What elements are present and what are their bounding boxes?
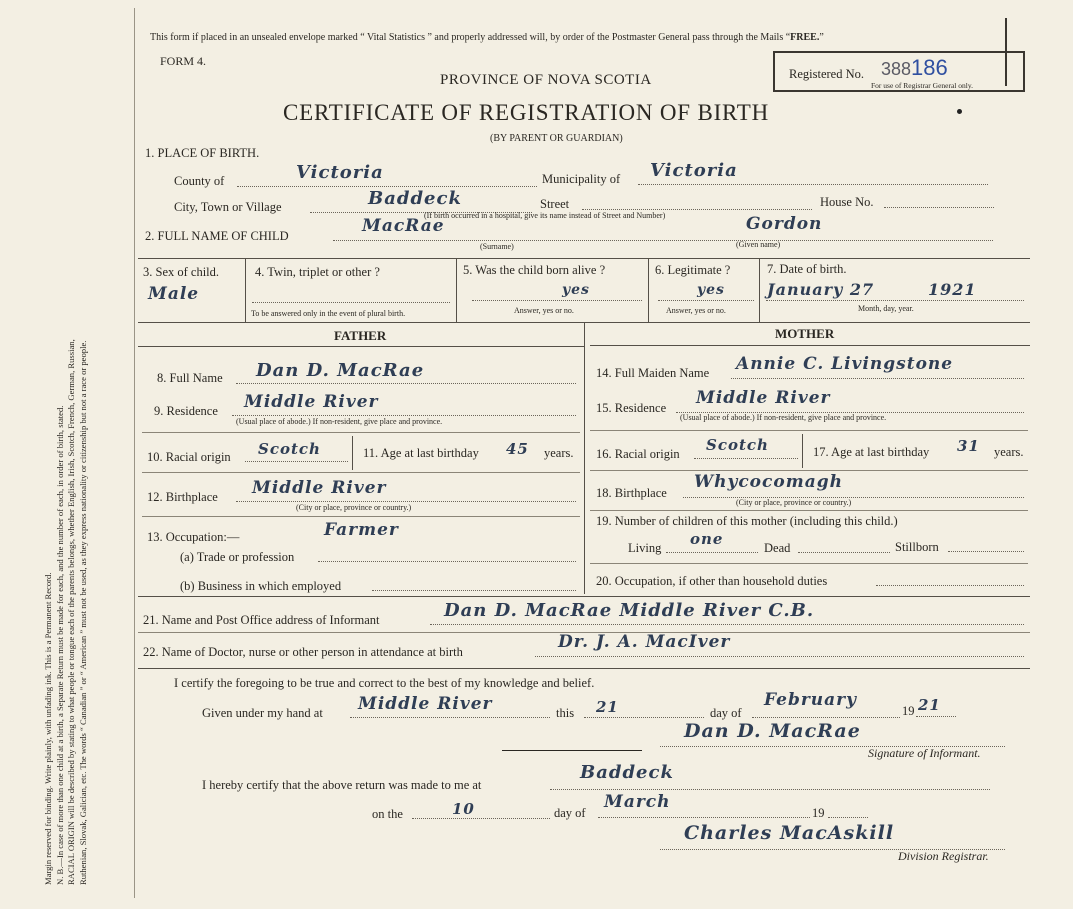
given-month-line (752, 717, 900, 718)
legitimate-value: yes (697, 282, 725, 298)
mother-racial-line (694, 458, 798, 459)
father-racial-label: 10. Racial origin (147, 450, 231, 464)
given-this-label: this (556, 706, 575, 720)
mother-birthplace-label: 18. Birthplace (596, 486, 667, 500)
county-value: Victoria (296, 162, 384, 183)
mother-maiden-line (731, 378, 1024, 379)
street-line (582, 209, 812, 210)
mother-rule-3 (590, 510, 1028, 511)
margin-strip (0, 0, 132, 909)
father-rule-3 (142, 516, 580, 517)
return-place-line (550, 789, 990, 790)
registrar-note: For use of Registrar General only. (871, 81, 973, 90)
father-residence-line (232, 415, 576, 416)
return-day-line (412, 818, 550, 819)
doctor-rule (138, 668, 1030, 669)
margin-note-racial-origin-cont: Ruthenian, Slovak, Galician, etc. The words “ Canadian ” or “ American ” must not be used, as they express nationality or citizenship but not a race or people. (77, 340, 88, 885)
father-birthplace-line (236, 501, 576, 502)
mother-stillborn-line (948, 551, 1024, 552)
father-business-label: (b) Business in which employed (180, 579, 342, 593)
return-statement: I hereby certify that the above return was made to me at (202, 778, 482, 792)
dob-year-value: 1921 (928, 280, 977, 299)
postal-notice-free: FREE. (790, 32, 820, 43)
registered-number-suffix: 186 (911, 55, 948, 80)
mother-age-unit: years. (994, 445, 1024, 459)
mother-residence-note: (Usual place of abode.) If non-resident, give place and province. (680, 413, 887, 422)
alive-note: Answer, yes or no. (514, 306, 574, 315)
return-year-prefix: 19 (812, 806, 825, 820)
return-place-value: Baddeck (580, 762, 674, 783)
given-place-line (350, 717, 550, 718)
mother-living-line (666, 552, 758, 553)
mother-rule-2 (590, 470, 1028, 471)
return-on-the-label: on the (372, 807, 403, 821)
given-year-prefix: 19 (902, 704, 915, 718)
father-residence-note: (Usual place of abode.) If non-resident, give place and province. (236, 417, 443, 426)
return-day-of-label: day of (554, 806, 586, 820)
dob-label: 7. Date of birth. (767, 262, 847, 276)
father-residence-value: Middle River (244, 392, 379, 412)
father-trade-line (318, 561, 576, 562)
mother-birthplace-value: Whycocomagh (694, 472, 843, 492)
father-name-line (236, 383, 576, 384)
father-racial-value: Scotch (258, 440, 321, 458)
separator-rule (502, 750, 642, 751)
place-section-label: 1. PLACE OF BIRTH. (145, 146, 260, 160)
twin-note: To be answered only in the event of plural birth. (251, 309, 406, 318)
doctor-value: Dr. J. A. MacIver (558, 632, 731, 652)
father-birthplace-note: (City or place, province or country.) (296, 503, 412, 512)
father-residence-label: 9. Residence (154, 404, 218, 418)
given-month-value: February (764, 690, 858, 710)
father-rule-1 (142, 432, 580, 433)
legitimate-line (658, 300, 754, 301)
postal-notice-text: This form if placed in an unsealed envelope marked “ Vital Statistics ” and properly addressed will, by order of the Postmaster General pass through the Mails “ (150, 32, 791, 43)
mother-dead-line (798, 552, 890, 553)
father-header: FATHER (334, 328, 387, 343)
father-age-value: 45 (506, 440, 529, 458)
dob-note: Month, day, year. (858, 304, 914, 313)
certificate-title: CERTIFICATE OF REGISTRATION OF BIRTH (283, 100, 770, 125)
given-year-line (916, 716, 956, 717)
return-year-line (828, 817, 868, 818)
father-racial-divider (352, 436, 353, 470)
county-line (237, 186, 537, 187)
dob-line (766, 300, 1024, 301)
registered-number (881, 55, 948, 81)
registered-label: Registered No. (789, 67, 864, 81)
street-label: Street (540, 197, 570, 211)
father-age-label: 11. Age at last birthday (363, 446, 479, 460)
father-name-label: 8. Full Name (157, 371, 223, 385)
doctor-line (535, 656, 1024, 657)
parents-divider (584, 322, 585, 594)
mother-age-value: 31 (957, 437, 980, 455)
father-occupation-label: 13. Occupation:— (147, 530, 240, 544)
city-label: City, Town or Village (174, 200, 282, 214)
given-day-of-label: day of (710, 706, 742, 720)
child-surname-value: MacRae (362, 216, 445, 236)
mother-racial-label: 16. Racial origin (596, 447, 680, 461)
informant-signature-caption: Signature of Informant. (868, 746, 981, 760)
father-business-line (372, 590, 576, 591)
mother-age-label: 17. Age at last birthday (813, 445, 930, 459)
given-year-value: 21 (918, 696, 941, 714)
house-line (884, 207, 994, 208)
legitimate-note: Answer, yes or no. (666, 306, 726, 315)
mother-racial-value: Scotch (706, 436, 769, 454)
margin-note-binding: Margin reserved for binding. Write plainly, with unfading ink. This is a Permanent Record. (43, 572, 53, 885)
twin-line (252, 302, 450, 303)
father-trade-label: (a) Trade or profession (180, 550, 295, 564)
informant-label: 21. Name and Post Office address of Informant (143, 613, 380, 627)
province-heading: PROVINCE OF NOVA SCOTIA (440, 72, 652, 88)
father-name-value: Dan D. MacRae (256, 360, 425, 381)
informant-signature: Dan D. MacRae (684, 720, 861, 742)
child-given-value: Gordon (746, 214, 823, 234)
margin-rule (134, 8, 135, 898)
alive-value: yes (562, 282, 590, 298)
given-place-value: Middle River (358, 694, 493, 714)
margin-note-racial-origin: RACIAL ORIGIN will be described by stating to what people or tongue each of the parents belongs, whether English, Irish, Scotch, French, German, Russian, (66, 339, 76, 885)
certificate-subtitle: (BY PARENT OR GUARDIAN) (490, 133, 623, 144)
given-day-value: 21 (596, 698, 619, 716)
father-age-unit: years. (544, 446, 574, 460)
parents-header-rule-right (590, 345, 1030, 346)
father-racial-line (245, 461, 348, 462)
alive-label: 5. Was the child born alive ? (463, 263, 606, 277)
ink-dot (957, 109, 962, 114)
parents-header-rule-left (138, 346, 584, 347)
mother-stillborn-label: Stillborn (895, 540, 939, 554)
box-divider-1 (245, 258, 246, 322)
informant-line (430, 624, 1024, 625)
form-number: FORM 4. (160, 54, 207, 68)
mother-occupation-line (876, 585, 1024, 586)
mother-children-label: 19. Number of children of this mother (including this child.) (596, 514, 898, 528)
legitimate-label: 6. Legitimate ? (655, 263, 731, 277)
mother-maiden-value: Annie C. Livingstone (736, 354, 954, 374)
certify-statement: I certify the foregoing to be true and correct to the best of my knowledge and belief. (174, 676, 595, 690)
doctor-label: 22. Name of Doctor, nurse or other person in attendance at birth (143, 645, 463, 659)
mother-birthplace-note: (City or place, province or country.) (736, 498, 852, 507)
mother-birthplace-line (683, 497, 1024, 498)
mother-residence-value: Middle River (696, 388, 831, 408)
mother-rule-1 (590, 430, 1028, 431)
father-birthplace-label: 12. Birthplace (147, 490, 218, 504)
city-value: Baddeck (368, 188, 462, 209)
county-label: County of (174, 174, 225, 188)
house-label: House No. (820, 195, 874, 209)
municipality-value: Victoria (650, 160, 738, 181)
parents-bottom-rule (138, 596, 1030, 597)
hospital-note: (If birth occurred in a hospital, give its name instead of Street and Number) (424, 211, 666, 220)
municipality-line (638, 184, 988, 185)
mother-living-label: Living (628, 541, 662, 555)
registrar-signature: Charles MacAskill (684, 822, 895, 844)
given-name-caption: (Given name) (736, 240, 781, 249)
box-divider-2 (456, 258, 457, 322)
father-birthplace-value: Middle River (252, 478, 387, 498)
registration-box (773, 51, 1025, 92)
return-day-value: 10 (452, 800, 475, 818)
mother-residence-label: 15. Residence (596, 401, 667, 415)
given-day-line (584, 717, 704, 718)
registered-number-prefix: 388 (881, 59, 912, 79)
given-under-label: Given under my hand at (202, 706, 323, 720)
father-rule-2 (142, 472, 580, 473)
mother-racial-divider (802, 434, 803, 468)
margin-note-multiple-births: N. B.—In case of more than one child at a birth, a Separate Return must be made for each, and the number of each, in order of birth, stated. (54, 405, 65, 885)
sex-label: 3. Sex of child. (143, 265, 220, 279)
postal-notice-close: ” (819, 32, 824, 43)
return-month-line (598, 817, 810, 818)
margin-notes (43, 25, 89, 885)
mother-dead-label: Dead (764, 541, 791, 555)
twin-label: 4. Twin, triplet or other ? (255, 265, 380, 279)
municipality-label: Municipality of (542, 172, 621, 186)
dob-month-day-value: January 27 (767, 280, 875, 299)
box-row-top (138, 258, 1030, 259)
surname-caption: (Surname) (480, 242, 514, 251)
mother-maiden-label: 14. Full Maiden Name (596, 366, 710, 380)
alive-line (472, 300, 642, 301)
box-divider-4 (759, 258, 760, 322)
box-divider-3 (648, 258, 649, 322)
mother-living-value: one (690, 530, 724, 548)
registrar-caption: Division Registrar. (898, 849, 989, 863)
sex-value: Male (148, 284, 200, 304)
mother-rule-4 (590, 563, 1028, 564)
mother-header: MOTHER (775, 326, 835, 341)
child-name-label: 2. FULL NAME OF CHILD (145, 229, 289, 243)
informant-value: Dan D. MacRae Middle River C.B. (444, 600, 815, 621)
postal-notice (150, 32, 824, 43)
return-month-value: March (604, 792, 671, 812)
mother-occupation-label: 20. Occupation, if other than household duties (596, 574, 828, 588)
father-occupation-value: Farmer (324, 520, 399, 540)
child-name-line (333, 240, 993, 241)
